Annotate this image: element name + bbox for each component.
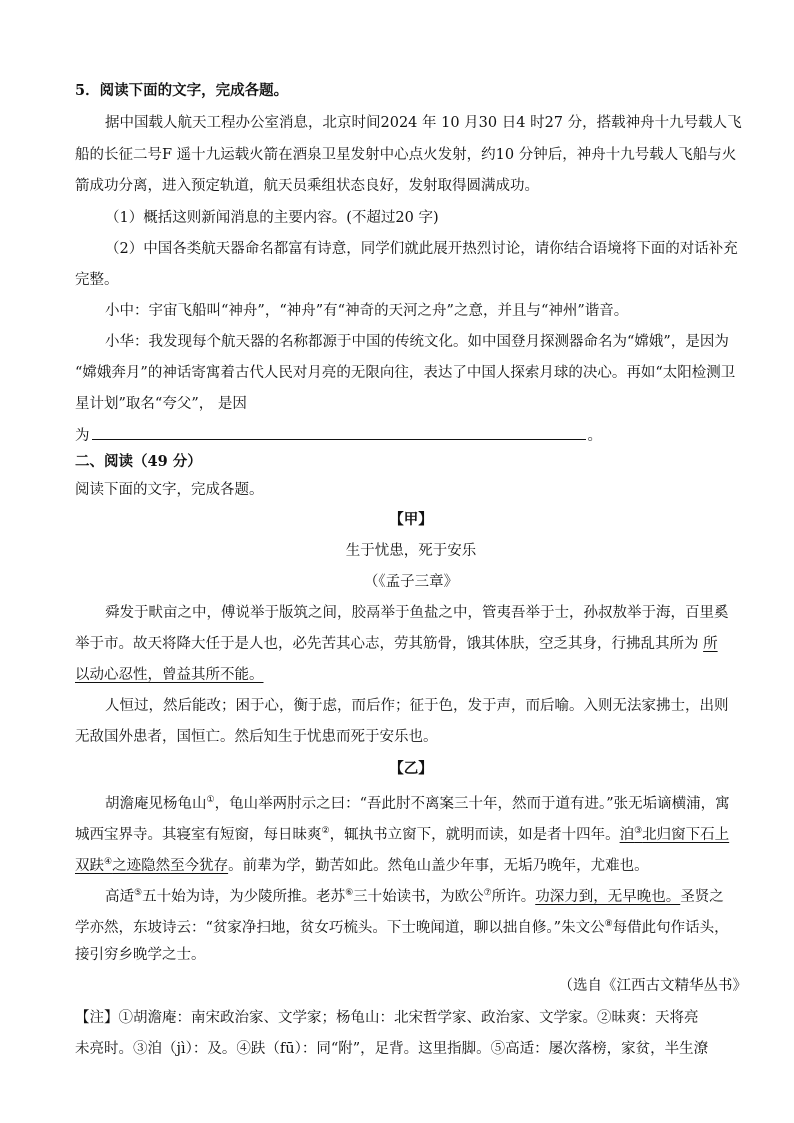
q5-news-line-1: 据中国载人航天工程办公室消息，北京时间2024 年 10 月30 日4 时27 分，搭载神舟十九号载人飞 [105, 115, 742, 131]
q5-title: 5．阅读下面的文字，完成各题。 [75, 82, 289, 99]
yi-line-2 [75, 821, 747, 845]
yi-text: 之迹隐然至今犹存 [112, 857, 229, 874]
q5-sub1: （1）概括这则新闻消息的主要内容。(不超过20 字) [105, 210, 439, 226]
q5-news-line-3: 箭成功分离，进入预定轨道，航天员乘组状态良好，发射取得圆满成功。 [75, 178, 539, 194]
footnote-marker: ⑧ [604, 919, 613, 929]
yi-text: 五十始为诗，为少陵所推。老苏 [142, 888, 346, 905]
jia-line-3 [75, 665, 747, 685]
jia-title: 生于忧患，死于安乐 [345, 543, 477, 559]
yi-text: 。前辈为学，勤苦如此。然龟山盖少年事，无垢乃晚年，尤难也。 [228, 857, 649, 874]
section2-intro: 阅读下面的文字，完成各题。 [75, 482, 264, 498]
section2-heading: 二、阅读（49 分） [75, 453, 202, 470]
yi-text: 洎 [619, 826, 635, 843]
yi-line-1 [105, 790, 747, 814]
jia-line-2 [75, 634, 747, 654]
yi-text: 所许。 [491, 888, 536, 905]
jia-label: 【甲】 [389, 511, 433, 528]
notes-line-2: 未亮时。③洎（jì）：及。④趺（fū）：同“附”，足背。这里指脚。⑤高适：屡次落榜，家贫，半生潦 [75, 1041, 709, 1057]
q5-sub2-line-1: （2）中国各类航天器命名都富有诗意，同学们就此展开热烈讨论，请你结合语境将下面的对话补充 [105, 241, 738, 257]
yi-text: 三十始读书，为欧公 [353, 888, 484, 905]
dialogue-xiaohua-1: 小华：我发现每个航天器的名称都源于中国的传统文化。如中国登月探测器命名为“嫦娥”，是因为 [105, 334, 729, 350]
footnote-marker: ⑦ [483, 888, 492, 898]
answer-line [75, 425, 747, 446]
yi-text: 北归窗下石上 [642, 826, 730, 843]
yi-text: 胡澹庵见杨龟山 [105, 795, 207, 812]
dialogue-xiaohua-3: 星计划”取名“夸父”， 是因 [75, 396, 247, 412]
footnote-marker: ④ [104, 857, 113, 867]
q5-news-line-2: 船的长征二号F 遥十九运载火箭在酒泉卫星发射中心点火发射，约10 分钟后，神舟十九号载人飞船与火 [75, 147, 737, 163]
underlined-phrase: 所 [703, 636, 718, 652]
jia-line-5: 无敌国外患者，国恒亡。然后知生于忧患而死于安乐也。 [75, 729, 438, 745]
dialogue-xiaohua-2: “嫦娥奔月”的神话寄寓着古代人民对月亮的无限向往，表达了中国人探索月球的决心。再如“太阳检测卫 [75, 365, 736, 381]
footnote-marker: ⑥ [345, 888, 354, 898]
jia-source: （《孟子三章》 [363, 574, 459, 590]
underlined-phrase [75, 858, 228, 874]
yi-text: 每借此句作话头， [612, 919, 729, 936]
yi-text: 城西宝界寺。其寝室有短窗，每日昧爽 [75, 826, 322, 843]
yi-line-6: 接引穷乡晚学之士。 [75, 947, 206, 963]
underlined-phrase: 功深力到，无早晚也。 [535, 888, 681, 905]
yi-line-3 [75, 852, 747, 876]
footnote-marker: ⑤ [134, 888, 143, 898]
yi-text: 双趺 [75, 857, 104, 874]
yi-text: ，辄执书立窗下，就明而读，如是者十四年。 [329, 826, 620, 843]
yi-line-4 [105, 883, 747, 907]
yi-text: 高适 [105, 888, 134, 905]
jia-line-1: 舜发于畎亩之中，傅说举于版筑之间，胶鬲举于鱼盐之中，管夷吾举于士，孙叔敖举于海，百里奚 [105, 605, 729, 621]
answer-suffix: 。 [587, 428, 602, 444]
yi-source: （选自《江西古文精华丛书》 [558, 978, 747, 994]
notes-line-1: 【注】①胡澹庵：南宋政治家、文学家；杨龟山：北宋哲学家、政治家、文学家。②昧爽：天将亮 [75, 1010, 699, 1026]
yi-label: 【乙】 [389, 760, 433, 777]
yi-text: 学亦然，东坡诗云：“贫家净扫地，贫女巧梳头。下士晚闻道，聊以拙自修。”朱文公 [75, 919, 605, 936]
jia-line-2-text: 举于市。故天将降大任于是人也，必先苦其心志，劳其筋骨，饿其体肤，空乏其身，行拂乱其所为 [75, 636, 699, 652]
jia-line-4: 人恒过，然后能改；困于心，衡于虑，而后作；征于色，发于声，而后喻。入则无法家拂士，出则 [105, 698, 729, 714]
answer-prefix: 为 [75, 428, 90, 444]
q5-sub2-line-2: 完整。 [75, 272, 119, 288]
footnote-marker: ③ [634, 826, 643, 836]
yi-text: 圣贤之 [680, 888, 724, 905]
underlined-phrase: 以动心忍性，曾益其所不能。 [75, 667, 264, 683]
yi-text: ，龟山举两肘示之曰：“吾此肘不离案三十年，然而于道有进。”张无垢谪横浦，寓 [214, 795, 730, 812]
yi-line-5 [75, 914, 747, 938]
footnote-marker: ② [321, 826, 330, 836]
dialogue-xiaozhong: 小中：宇宙飞船叫“神舟”，“神舟”有“神奇的天河之舟”之意，并且与“神州”谐音。 [105, 303, 629, 319]
underlined-phrase [620, 827, 730, 843]
answer-blank[interactable] [92, 425, 586, 440]
footnote-marker: ① [206, 795, 215, 805]
